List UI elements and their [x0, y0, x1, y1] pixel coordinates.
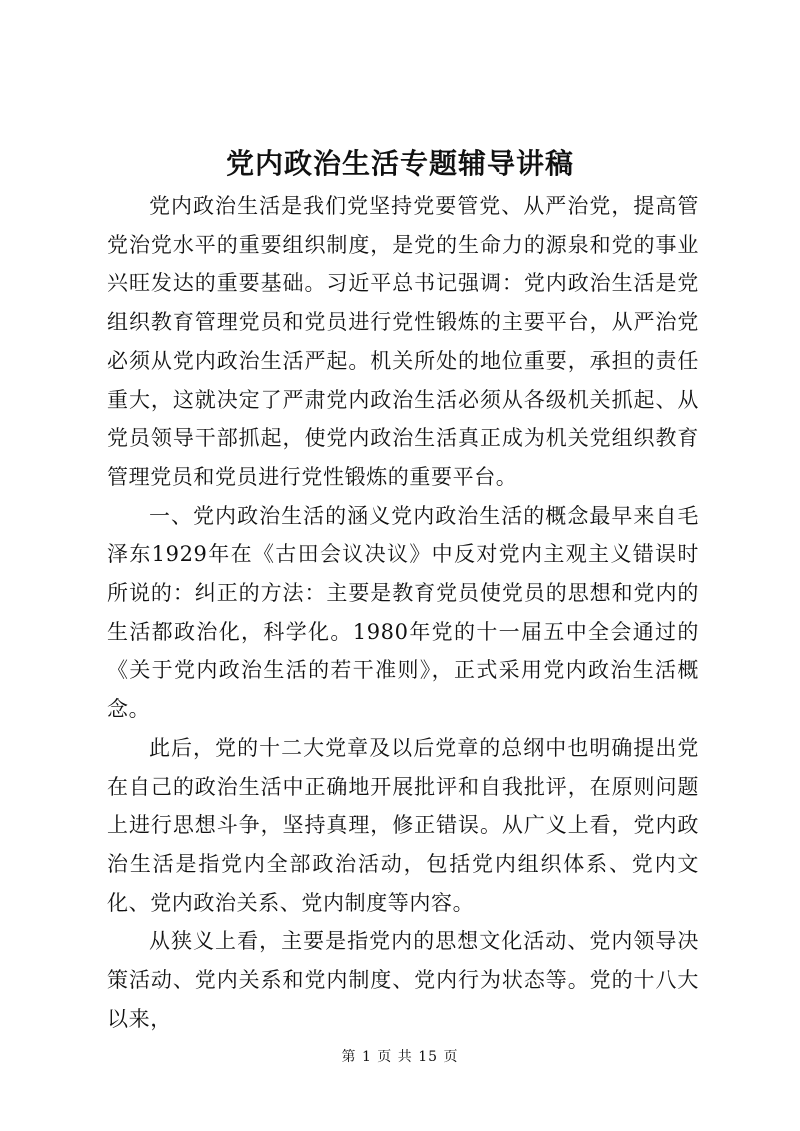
page-footer [0, 1046, 800, 1066]
paragraph-2: 一、党内政治生活的涵义党内政治生活的概念最早来自毛泽东1929年在《古田会议决议》中反对党内主观主义错误时所说的：纠正的方法：主要是教育党员使党员的思想和党内的生活都政治化，科学化。1980年党的十一届五中全会通过的《关于党内政治生活的若干准则》，正式采用党内政治生活概念。 [107, 503, 699, 722]
paragraph-1: 党内政治生活是我们党坚持党要管党、从严治党，提高管党治党水平的重要组织制度，是党的生命力的源泉和党的事业兴旺发达的重要基础。习近平总书记强调：党内政治生活是党组织教育管理党员和党员进行党性锻炼的主要平台，从严治党必须从党内政治生活严起。机关所处的地位重要，承担的责任重大，这就决定了严肃党内政治生活必须从各级机关抓起、从党员领导干部抓起，使党内政治生活真正成为机关党组织教育管理党员和党员进行党性锻炼的重要平台。 [107, 194, 699, 489]
document-title: 党内政治生活专题辅导讲稿 [225, 147, 574, 180]
paragraph-3: 此后，党的十二大党章及以后党章的总纲中也明确提出党在自己的政治生活中正确地开展批评和自我批评，在原则问题上进行思想斗争，坚持真理，修正错误。从广义上看，党内政治生活是指党内全部政治活动，包括党内组织体系、党内文化、党内政治关系、党内制度等内容。 [107, 735, 699, 915]
paragraph-4: 从狭义上看，主要是指党内的思想文化活动、党内领导决策活动、党内关系和党内制度、党内行为状态等。党的十八大以来， [107, 929, 699, 1031]
document-body [107, 187, 699, 1038]
page-number-label: 第 1 页 共 15 页 [341, 1049, 459, 1065]
